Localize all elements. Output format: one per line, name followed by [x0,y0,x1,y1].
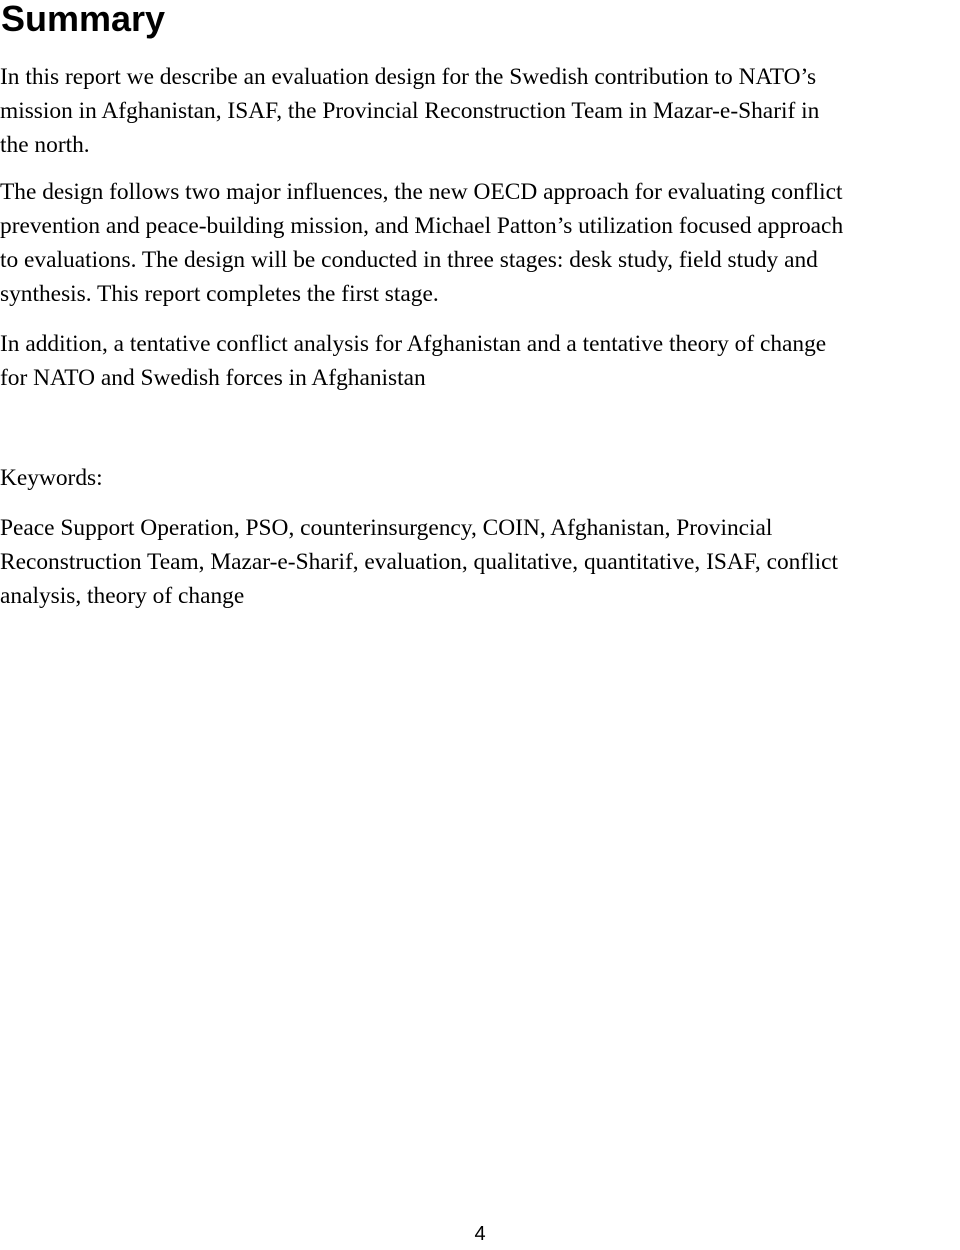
text-line: In addition, a tentative conflict analysis for Afghanistan and a tentative theory of change [0,331,827,357]
text-line: In this report we describe an evaluation design for the Swedish contribution to NATO’s [0,64,817,90]
text-line: mission in Afghanistan, ISAF, the Provincial Reconstruction Team in Mazar-e-Sharif in [0,98,820,124]
text-line: prevention and peace-building mission, and Michael Patton’s utilization focused approach [0,213,844,239]
page-title: Summary [1,0,166,39]
page-number: 4 [474,1223,486,1245]
keywords-label: Keywords: [0,465,103,491]
paragraph-addition [0,327,960,395]
text-line: the north. [0,132,90,158]
text-line: The design follows two major influences, the new OECD approach for evaluating conflict [0,179,843,205]
text-line: Reconstruction Team, Mazar-e-Sharif, evaluation, qualitative, quantitative, ISAF, conflict [0,549,839,575]
paragraph-design [0,175,960,311]
text-line: analysis, theory of change [0,583,245,609]
keywords-list [0,511,960,613]
text-line: Peace Support Operation, PSO, counterinsurgency, COIN, Afghanistan, Provincial [0,515,773,541]
text-line: synthesis. This report completes the first stage. [0,281,439,307]
paragraph-intro [0,60,960,162]
text-line: to evaluations. The design will be conducted in three stages: desk study, field study and [0,247,818,273]
text-line: for NATO and Swedish forces in Afghanistan [0,365,426,391]
